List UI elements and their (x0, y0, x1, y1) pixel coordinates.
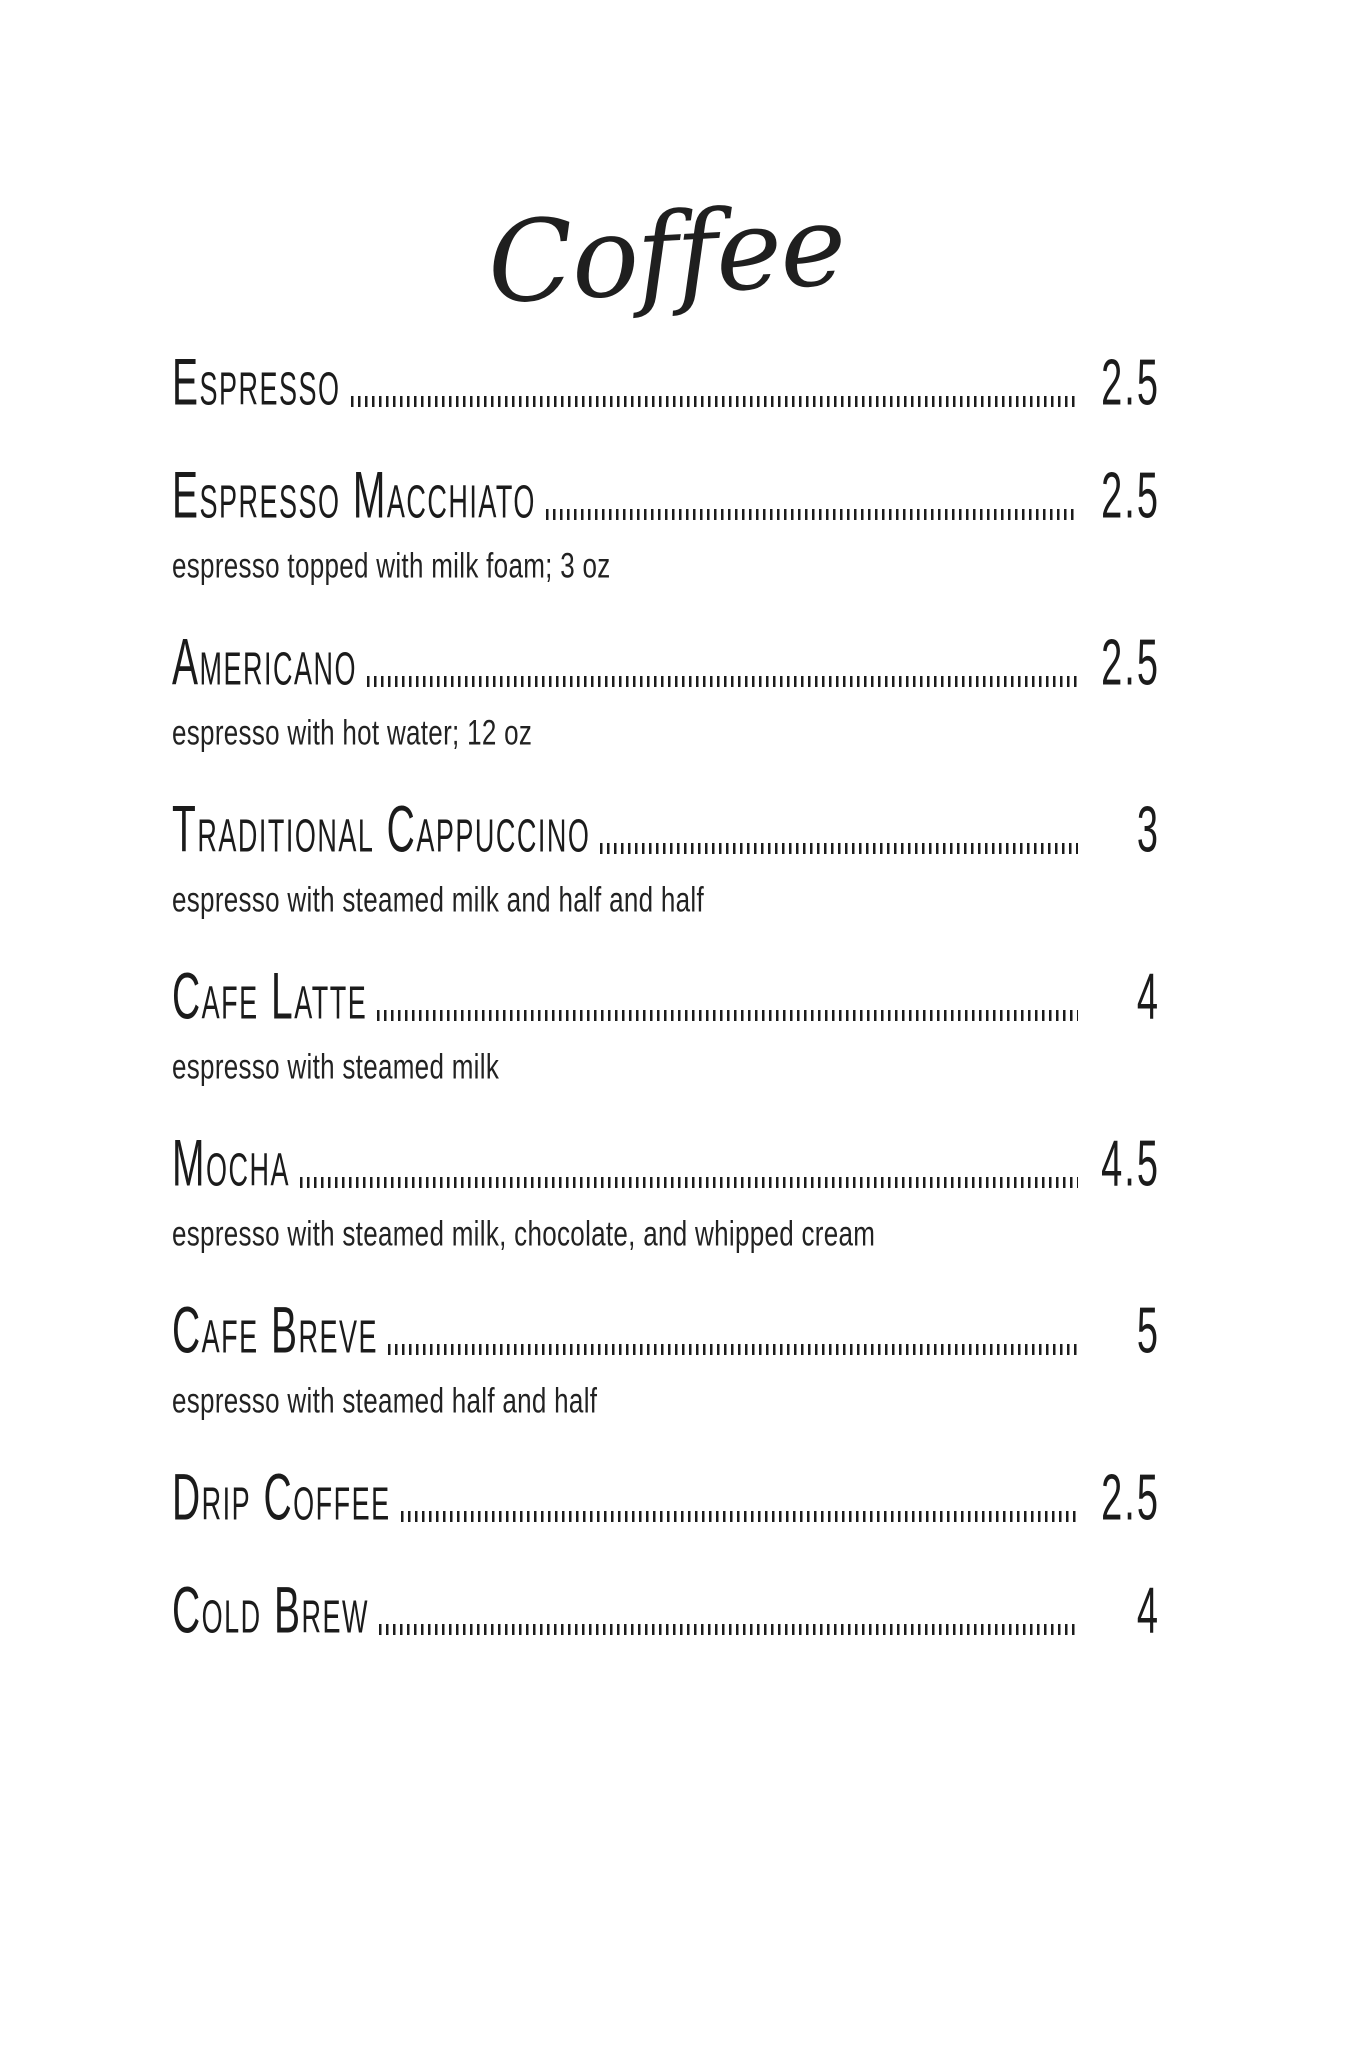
item-price: 4.5 (1101, 1129, 1160, 1201)
item-price: 4 (1136, 962, 1160, 1034)
dotted-leader (401, 1511, 1078, 1522)
dotted-leader (546, 509, 1078, 520)
menu-item-row (172, 1461, 1160, 1535)
dotted-leader (351, 396, 1078, 407)
menu-item-row (172, 960, 1160, 1034)
menu-item-row (172, 346, 1160, 420)
item-price: 2.5 (1101, 1463, 1160, 1535)
dotted-leader (367, 676, 1078, 687)
menu-item-row (172, 459, 1160, 533)
menu-item (172, 1127, 1160, 1255)
item-description: espresso with steamed milk, chocolate, and whipped cream (172, 1213, 876, 1254)
menu-item (172, 960, 1160, 1088)
menu-item (172, 1294, 1160, 1422)
item-price: 3 (1136, 795, 1160, 867)
item-description: espresso with steamed half and half (172, 1380, 598, 1421)
menu-item-list (172, 346, 1160, 1648)
menu-item (172, 793, 1160, 921)
item-name: Americano (172, 626, 358, 700)
item-description: espresso topped with milk foam; 3 oz (172, 545, 611, 586)
item-description: espresso with steamed milk and half and half (172, 879, 705, 920)
item-price: 2.5 (1101, 628, 1160, 700)
item-name: Cafe Latte (172, 960, 368, 1034)
menu-title: Coffee (484, 180, 848, 330)
item-name: Traditional Cappuccino (172, 793, 591, 867)
item-price: 4 (1136, 1576, 1160, 1648)
dotted-leader (379, 1624, 1078, 1635)
item-name: Espresso (172, 346, 341, 420)
item-price: 2.5 (1101, 348, 1160, 420)
item-price: 5 (1136, 1296, 1160, 1368)
item-name: Drip Coffee (172, 1461, 391, 1535)
menu-item-row (172, 1127, 1160, 1201)
dotted-leader (377, 1010, 1078, 1021)
menu-item-row (172, 626, 1160, 700)
item-name: Mocha (172, 1127, 290, 1201)
item-description: espresso with steamed milk (172, 1046, 500, 1087)
item-name: Espresso Macchiato (172, 459, 536, 533)
dotted-leader (388, 1344, 1078, 1355)
menu-item (172, 1461, 1160, 1535)
menu-item-row (172, 1294, 1160, 1368)
item-description: espresso with hot water; 12 oz (172, 712, 533, 753)
item-price: 2.5 (1101, 461, 1160, 533)
menu-item-row (172, 1574, 1160, 1648)
menu-item (172, 626, 1160, 754)
item-name: Cafe Breve (172, 1294, 379, 1368)
menu-item (172, 1574, 1160, 1648)
menu-item-row (172, 793, 1160, 867)
dotted-leader (600, 843, 1078, 854)
menu-item (172, 346, 1160, 420)
dotted-leader (300, 1177, 1078, 1188)
item-name: Cold Brew (172, 1574, 370, 1648)
menu-item (172, 459, 1160, 587)
